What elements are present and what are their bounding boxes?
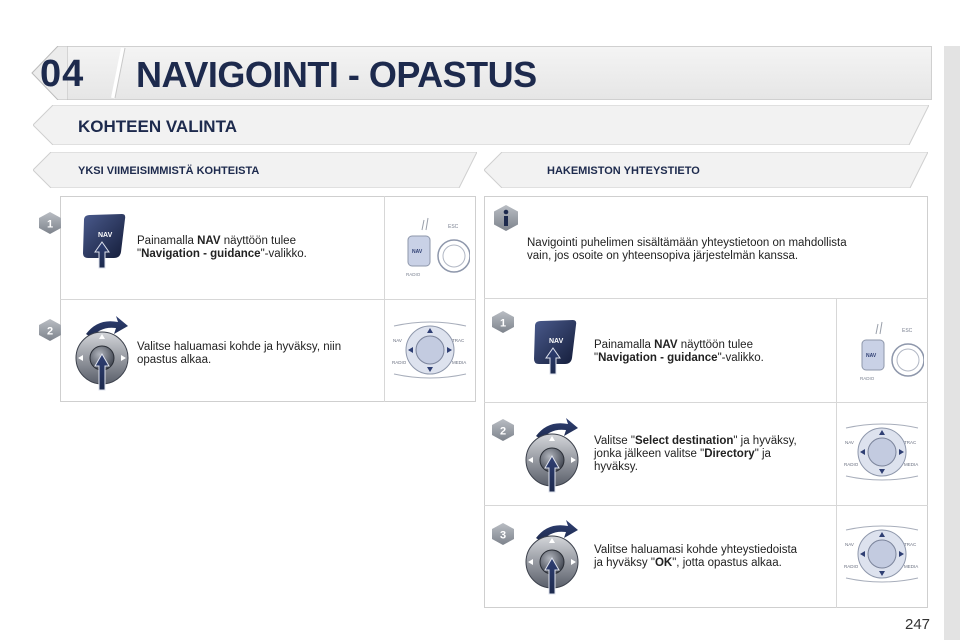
step-instruction: Valitse haluamasi kohde yhteystiedoista ja hyväksy "OK", jotta opastus alkaa. [594, 544, 798, 569]
step-badge-number: 1 [499, 317, 507, 330]
step-instruction: Valitse "Select destination" ja hyväksy, jonka jälkeen valitse "Directory" ja hyväksy. [594, 435, 797, 473]
info-icon [493, 204, 519, 232]
info-note: Navigointi puhelimen sisältämään yhteystietoon on mahdollista vain, jos osoite on yhteensopiva järjestelmän kanssa. [527, 237, 847, 262]
step-badge-3 [491, 522, 515, 546]
svg-text:MEDIA: MEDIA [904, 462, 919, 467]
svg-text:NAV: NAV [549, 338, 564, 345]
right-row-divider [484, 505, 928, 506]
step-badge-number: 1 [46, 218, 54, 231]
step-badge-number: 2 [46, 325, 54, 338]
step-badge-number: 2 [499, 425, 507, 438]
rotary-knob-confirm-icon [520, 516, 584, 596]
svg-text:ESC: ESC [902, 328, 913, 334]
right-row-divider [484, 402, 928, 403]
svg-text:MEDIA: MEDIA [904, 564, 919, 569]
step-instruction: Painamalla NAV näyttöön tulee "Navigation - guidance"-valikko. [594, 339, 764, 364]
left-subheader-title: YKSI VIIMEISIMMISTÄ KOHTEISTA [78, 165, 260, 177]
chapter-separator [107, 46, 129, 100]
nav-key-icon [527, 318, 579, 376]
control-panel-illustration [842, 420, 922, 484]
page-edge-strip [944, 46, 960, 640]
svg-text:NAV: NAV [412, 249, 423, 255]
step-badge-1 [491, 310, 515, 334]
svg-text:RADIO: RADIO [844, 564, 859, 569]
svg-text:RADIO: RADIO [860, 376, 875, 381]
control-panel-illustration [842, 522, 922, 586]
step-instruction: Painamalla NAV näyttöön tulee "Navigation - guidance"-valikko. [137, 235, 307, 260]
control-panel-illustration [390, 318, 470, 382]
step-badge-1 [38, 211, 62, 235]
svg-text:NAV: NAV [393, 338, 402, 343]
step-instruction: Valitse haluamasi kohde ja hyväksy, niin opastus alkaa. [137, 341, 342, 366]
step-badge-number: 3 [499, 529, 507, 542]
rotary-knob-confirm-icon [70, 312, 134, 392]
svg-text:RADIO: RADIO [406, 272, 421, 277]
rotary-knob-confirm-icon [520, 414, 584, 494]
page-number: 247 [905, 616, 931, 633]
left-row-divider [60, 299, 476, 300]
right-info-divider [484, 298, 928, 299]
svg-text:MEDIA: MEDIA [452, 360, 467, 365]
step-badge-2 [38, 318, 62, 342]
svg-text:NAV: NAV [845, 440, 854, 445]
step-badge-2 [491, 418, 515, 442]
chapter-number: 04 [40, 53, 85, 95]
left-image-divider [384, 196, 385, 402]
svg-text:TRAC: TRAC [452, 338, 465, 343]
svg-text:NAV: NAV [98, 232, 113, 239]
nav-key-icon [76, 212, 128, 270]
svg-text:RADIO: RADIO [844, 462, 859, 467]
svg-text:TRAC: TRAC [904, 542, 917, 547]
svg-text:TRAC: TRAC [904, 440, 917, 445]
nav-panel-illustration [396, 214, 470, 286]
right-image-divider [836, 298, 837, 608]
svg-text:NAV: NAV [866, 353, 877, 359]
section-title: KOHTEEN VALINTA [78, 117, 237, 136]
right-subheader-title: HAKEMISTON YHTEYSTIETO [547, 165, 700, 177]
chapter-title: NAVIGOINTI - OPASTUS [136, 54, 537, 95]
nav-panel-illustration [850, 318, 924, 390]
svg-text:NAV: NAV [845, 542, 854, 547]
svg-text:RADIO: RADIO [392, 360, 407, 365]
svg-text:ESC: ESC [448, 224, 459, 230]
